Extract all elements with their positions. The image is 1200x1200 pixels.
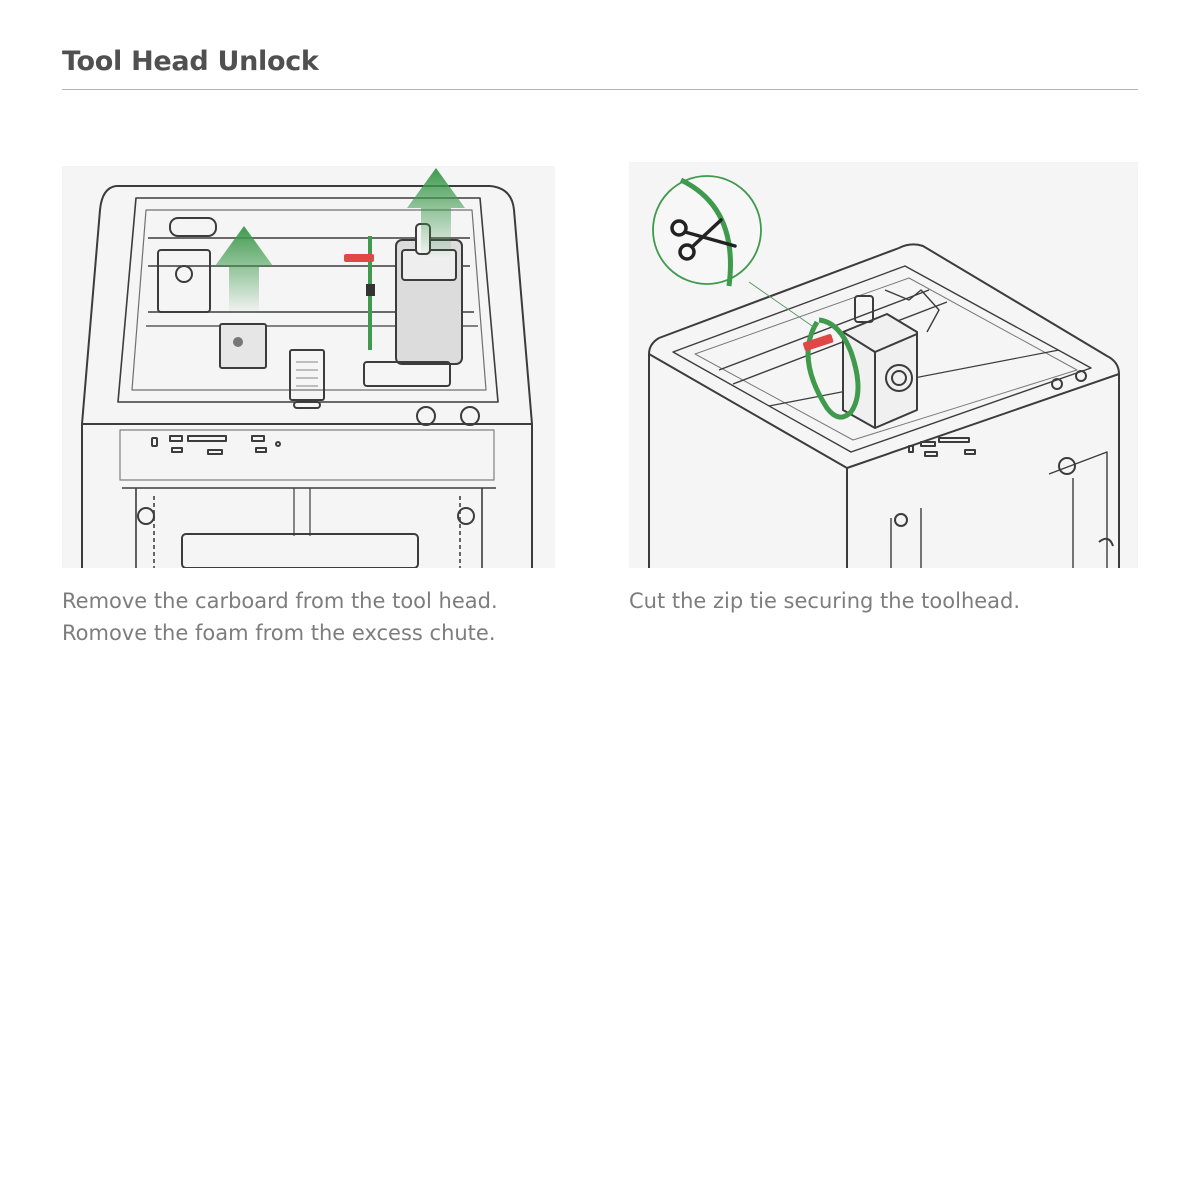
caption-line: Remove the carboard from the tool head. bbox=[62, 589, 498, 613]
printer-top-view-illustration bbox=[62, 166, 555, 568]
title-divider bbox=[62, 89, 1138, 90]
printer-iso-view-illustration bbox=[629, 162, 1138, 568]
caption-line: Romove the foam from the excess chute. bbox=[62, 621, 496, 645]
caption-cut-zip-tie bbox=[629, 585, 1020, 617]
caption-line: Cut the zip tie securing the toolhead. bbox=[629, 589, 1021, 613]
caption-remove-packing bbox=[62, 585, 498, 649]
illustration-remove-packing bbox=[62, 166, 555, 568]
illustration-cut-zip-tie bbox=[629, 162, 1138, 568]
page-title: Tool Head Unlock bbox=[62, 46, 319, 77]
